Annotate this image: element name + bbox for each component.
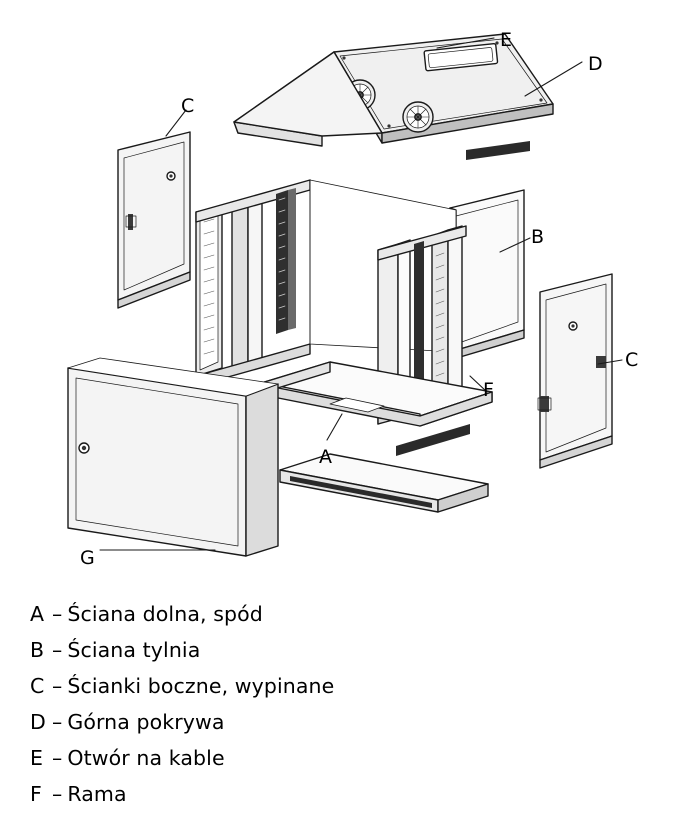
- legend-letter-d: D: [30, 710, 46, 734]
- legend-item-e: [0, 740, 700, 776]
- legend-item-f: [0, 776, 700, 812]
- legend-item-d: [0, 704, 700, 740]
- legend-separator-c: –: [52, 674, 63, 698]
- legend-text-e: Otwór na kable: [67, 746, 225, 770]
- part-side-panel-left: [118, 132, 190, 308]
- legend-text-c: Ścianki boczne, wypinane: [67, 674, 335, 698]
- legend-separator-e: –: [52, 746, 63, 770]
- legend-separator-d: –: [52, 710, 63, 734]
- callout-label-A: A: [319, 446, 332, 468]
- legend-letter-b: B: [30, 638, 45, 662]
- legend-list: [0, 596, 700, 812]
- callout-label-E: E: [500, 29, 513, 51]
- legend-text-f: Rama: [67, 782, 127, 806]
- legend-separator-a: –: [52, 602, 63, 626]
- callout-label-G: G: [80, 547, 95, 569]
- callout-label-C-right: C: [625, 349, 639, 371]
- legend-separator-f: –: [52, 782, 63, 806]
- legend-letter-e: E: [30, 746, 44, 770]
- callout-label-D: D: [588, 53, 603, 75]
- legend-item-a: [0, 596, 700, 632]
- legend-text-d: Górna pokrywa: [67, 710, 225, 734]
- legend-letter-c: C: [30, 674, 45, 698]
- legend-separator-b: –: [52, 638, 63, 662]
- part-top-cover: [234, 34, 553, 160]
- legend-letter-f: F: [30, 782, 42, 806]
- callout-label-F: F: [483, 379, 494, 401]
- legend-text-a: Ściana dolna, spód: [67, 602, 263, 626]
- legend-text-b: Ściana tylnia: [67, 638, 201, 662]
- callout-label-C-top: C: [181, 95, 195, 117]
- legend-letter-a: A: [30, 602, 45, 626]
- legend-item-c: [0, 668, 700, 704]
- part-front-door: [68, 358, 278, 556]
- legend-item-b: [0, 632, 700, 668]
- callout-label-B: B: [531, 226, 545, 248]
- part-side-panel-right: [538, 274, 612, 468]
